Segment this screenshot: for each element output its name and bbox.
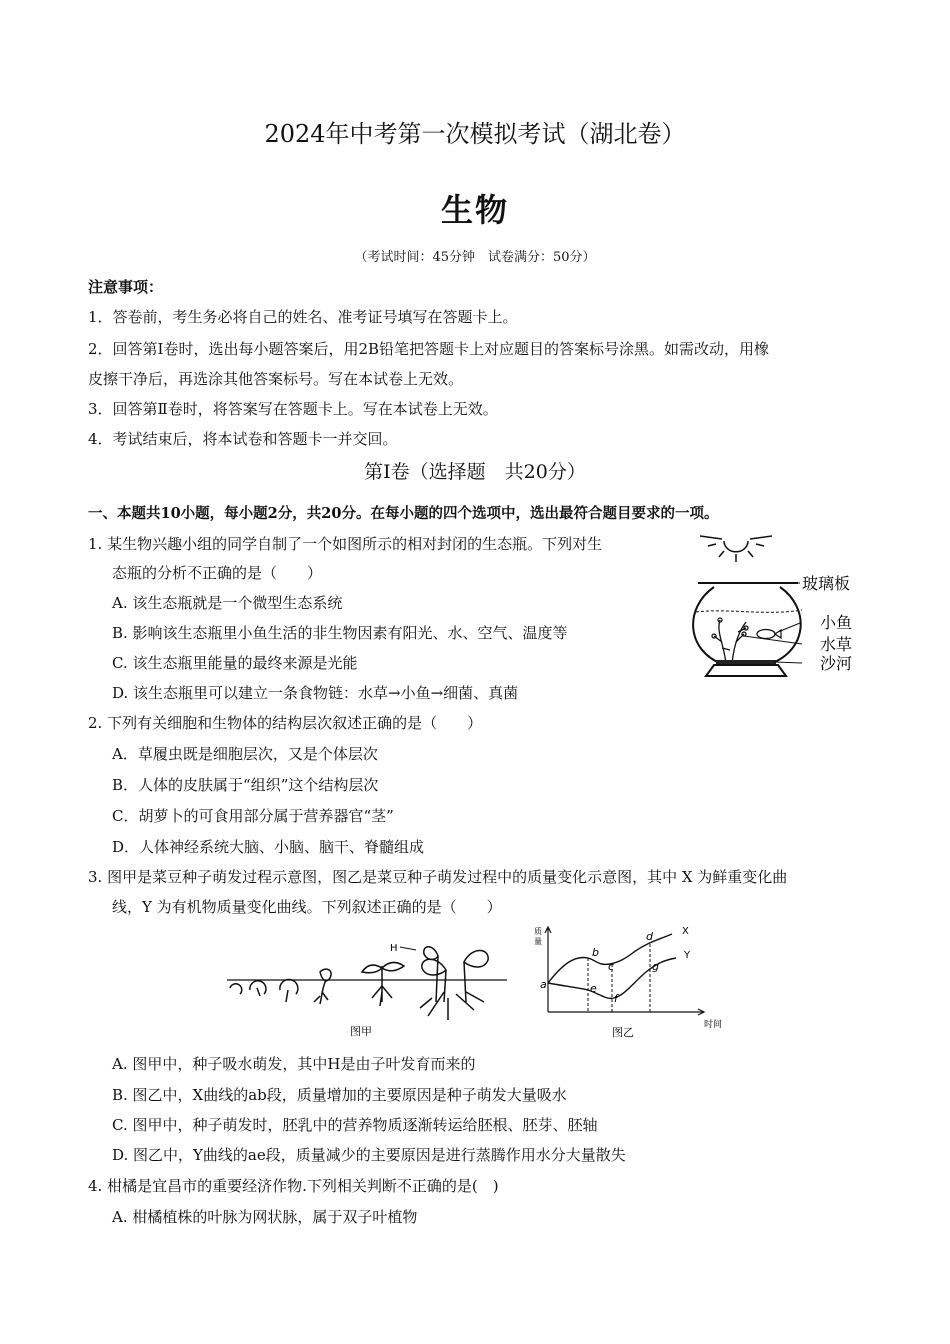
bottle-outline: [693, 587, 801, 664]
eco-bottle-figure: [686, 524, 866, 686]
notice-heading: 注意事项：: [88, 278, 164, 296]
q3-option-b: B. 图乙中，X曲线的ab段，质量增加的主要原因是种子萌发大量吸水: [112, 1086, 567, 1104]
series-y-label: Y: [684, 950, 691, 961]
q2-option-c: C．胡萝卜的可食用部分属于营养器官“茎”: [112, 807, 394, 825]
q2-option-a: A．草履虫既是细胞层次，又是个体层次: [112, 745, 378, 763]
q1-stem: 1. 某生物兴趣小组的同学自制了一个如图所示的相对封闭的生态瓶。下列对生: [88, 535, 603, 553]
q1-option-a: A. 该生态瓶就是一个微型生态系统: [112, 594, 343, 612]
caption-fig-a: 图甲: [350, 1025, 372, 1038]
exam-meta: （考试时间：45分钟 试卷满分：50分）: [354, 250, 596, 265]
notice-item: 皮擦干净后，再选涂其他答案标号。写在本试卷上无效。: [88, 370, 464, 388]
point-e: e: [590, 982, 597, 995]
water-surface: [696, 610, 802, 612]
caption-fig-b: 图乙: [612, 1026, 634, 1039]
point-g: g: [652, 960, 659, 973]
q3-stem-cont: 线，Y 为有机物质量变化曲线。下列叙述正确的是（ ）: [112, 898, 502, 916]
point-f: f: [614, 992, 618, 1005]
figure-mass-chart: [528, 922, 733, 1040]
q3-option-d: D. 图乙中，Y曲线的ae段，质量减少的主要原因是进行蒸腾作用水分大量散失: [112, 1146, 626, 1164]
q3-option-c: C. 图甲中，种子萌发时，胚乳中的营养物质逐渐转运给胚根、胚芽、胚轴: [112, 1116, 598, 1134]
point-b: b: [592, 946, 599, 959]
q4-stem: 4. 柑橘是宜昌市的重要经济作物.下列相关判断不正确的是( ): [88, 1177, 499, 1195]
q2-option-d: D．人体神经系统大脑、小脑、脑干、脊髓组成: [112, 838, 425, 856]
section-instruction: 一、本题共10小题，每小题2分，共20分。在每小题的四个选项中，选出最符合题目要求的一项。: [88, 505, 719, 522]
y-label-2: 量: [534, 937, 542, 946]
germination-stages-icon: [230, 947, 488, 1020]
notice-item: 1．答卷前，考生务必将自己的姓名、准考证号填写在答题卡上。: [88, 308, 518, 326]
point-a: a: [540, 978, 547, 991]
exam-title: 2024年中考第一次模拟考试（湖北卷）: [264, 120, 686, 148]
q1-option-c: C. 该生态瓶里能量的最终来源是光能: [112, 654, 358, 672]
y-label-1: 质: [534, 927, 542, 936]
q1-stem-cont: 态瓶的分析不正确的是（ ）: [112, 564, 323, 582]
section-title: 第Ⅰ卷（选择题 共20分）: [364, 461, 586, 483]
sun-icon: [700, 536, 772, 562]
q2-option-b: B．人体的皮肤属于“组织”这个结构层次: [112, 776, 379, 794]
point-d: d: [646, 930, 653, 943]
series-x-label: X: [682, 926, 689, 937]
bottle-stand: [706, 665, 786, 676]
q1-option-d: D. 该生态瓶里可以建立一条食物链：水草→小鱼→细菌、真菌: [112, 684, 519, 702]
notice-item: 3．回答第Ⅱ卷时，将答案写在答题卡上。写在本试卷上无效。: [88, 400, 498, 418]
label-weed: 水草: [820, 635, 853, 654]
q3-option-a: A. 图甲中，种子吸水萌发，其中H是由子叶发育而来的: [112, 1055, 476, 1073]
q2-stem: 2. 下列有关细胞和生物体的结构层次叙述正确的是（ ）: [88, 714, 483, 732]
x-label: 时间: [704, 1020, 723, 1030]
point-c: c: [608, 960, 615, 973]
curve-x: [548, 934, 672, 983]
q3-stem: 3. 图甲是菜豆种子萌发过程示意图，图乙是菜豆种子萌发过程中的质量变化示意图，其中 X 为鲜重变化曲: [88, 868, 788, 886]
label-glass: 玻璃板: [802, 574, 851, 593]
subject-title: 生物: [440, 191, 509, 229]
fish-icon: [757, 630, 775, 639]
label-h: H: [390, 943, 398, 954]
figure-seed-germination: [222, 936, 512, 1040]
notice-item: 2．回答第Ⅰ卷时，选出每小题答案后，用2B铅笔把答题卡上对应题目的答案标号涂黑。如需改动，用橡: [88, 340, 770, 358]
q1-option-b: B. 影响该生态瓶里小鱼生活的非生物因素有阳光、水、空气、温度等: [112, 624, 568, 642]
label-sand: 沙河: [820, 654, 853, 673]
label-fish: 小鱼: [820, 613, 853, 632]
waterweed-icon: [712, 618, 748, 664]
notice-item: 4．考试结束后，将本试卷和答题卡一并交回。: [88, 430, 398, 448]
q4-option-a: A. 柑橘植株的叶脉为网状脉，属于双子叶植物: [112, 1208, 418, 1226]
